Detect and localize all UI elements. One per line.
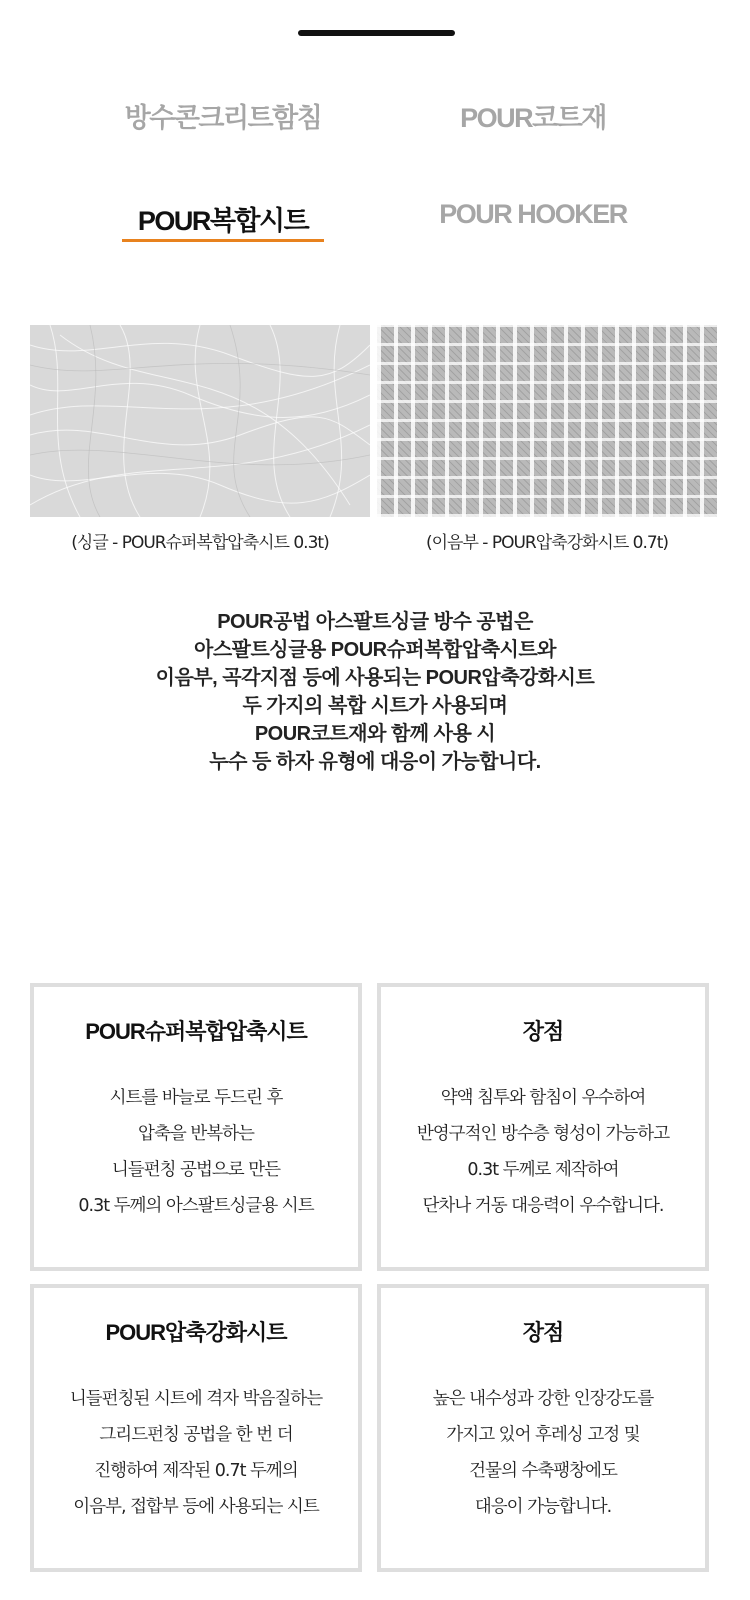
fiber-texture — [30, 325, 370, 517]
card-line: 가지고 있어 후레싱 고정 및 — [446, 1425, 640, 1445]
tab-pour-hooker[interactable]: POUR HOOKER — [439, 199, 627, 229]
card-line: 높은 내수성과 강한 인장강도를 — [432, 1389, 654, 1409]
card-title: 장점 — [522, 1019, 564, 1044]
card-title: POUR슈퍼복합압축시트 — [85, 1019, 307, 1044]
tab-waterproof-concrete[interactable]: 방수콘크리트함침 — [124, 103, 322, 133]
card-line: 니들펀칭 공법으로 만든 — [111, 1160, 281, 1180]
card-line: 이음부, 접합부 등에 사용되는 시트 — [73, 1497, 319, 1517]
grid-sheet-photo — [377, 325, 717, 517]
card-reinforced-sheet — [30, 1284, 362, 1572]
single-sheet-photo — [30, 325, 370, 517]
tab-pour-coat[interactable]: POUR코트재 — [460, 103, 606, 133]
card-body — [34, 1381, 358, 1525]
card-advantages-2 — [377, 1284, 709, 1572]
description-text — [60, 608, 690, 776]
description-line: 두 가지의 복합 시트가 사용되며 — [242, 695, 508, 717]
card-line: 대응이 가능합니다. — [474, 1497, 612, 1517]
card-line: 약액 침투와 함침이 우수하여 — [440, 1088, 646, 1108]
drag-handle[interactable] — [298, 30, 455, 36]
card-super-composite-sheet — [30, 983, 362, 1271]
card-title: 장점 — [522, 1320, 564, 1345]
card-body — [381, 1080, 705, 1224]
card-body — [381, 1381, 705, 1525]
card-line: 시트를 바늘로 두드린 후 — [109, 1088, 283, 1108]
card-line: 압축을 반복하는 — [138, 1124, 254, 1144]
card-line: 0.3t 두께의 아스팔트싱글용 시트 — [78, 1196, 314, 1216]
card-advantages-1 — [377, 983, 709, 1271]
grid-sheet-caption: (이음부 - POUR압축강화시트 0.7t) — [426, 533, 668, 553]
card-line: 단차나 거동 대응력이 우수합니다. — [422, 1196, 664, 1216]
card-line: 니들펀칭된 시트에 격자 박음질하는 — [69, 1389, 323, 1409]
description-line: 이음부, 곡각지점 등에 사용되는 POUR압축강화시트 — [155, 667, 595, 689]
description-line: 누수 등 하자 유형에 대응이 가능합니다. — [209, 751, 541, 773]
card-line: 그리드펀칭 공법을 한 번 더 — [99, 1425, 293, 1445]
description-line: 아스팔트싱글용 POUR슈퍼복합압축시트와 — [194, 639, 556, 661]
card-line: 0.3t 두께로 제작하여 — [467, 1160, 619, 1180]
description-line: POUR공법 아스팔트싱글 방수 공법은 — [217, 611, 533, 633]
active-tab-indicator — [122, 239, 324, 242]
single-sheet-caption: (싱글 - POUR슈퍼복합압축시트 0.3t) — [71, 533, 329, 553]
card-body — [34, 1080, 358, 1224]
description-line: POUR코트재와 함께 사용 시 — [254, 723, 496, 745]
card-line: 반영구적인 방수층 형성이 가능하고 — [416, 1124, 670, 1144]
tab-pour-composite-sheet[interactable]: POUR복합시트 — [137, 206, 309, 236]
card-line: 건물의 수축팽창에도 — [469, 1461, 617, 1481]
card-line: 진행하여 제작된 0.7t 두께의 — [94, 1461, 298, 1481]
card-title: POUR압축강화시트 — [105, 1320, 287, 1345]
